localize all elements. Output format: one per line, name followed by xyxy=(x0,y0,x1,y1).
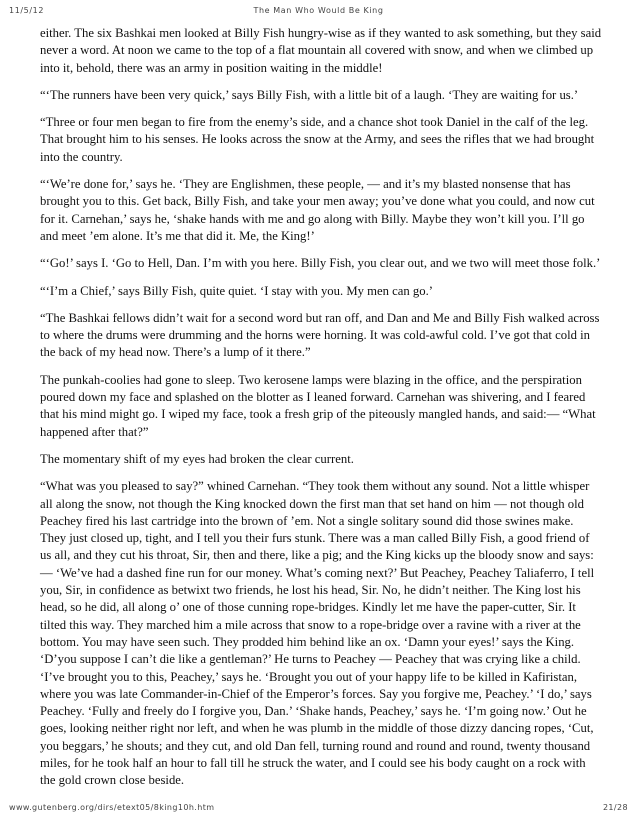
paragraph: The momentary shift of my eyes had broken the clear current. xyxy=(40,451,354,466)
paragraph: “‘The runners have been very quick,’ says Billy Fish, with a little bit of a laugh. ‘They are waiting for us.’ xyxy=(40,87,579,102)
page-header xyxy=(9,6,628,20)
page-number: 21/28 xyxy=(602,803,628,812)
page-footer xyxy=(9,803,628,817)
paragraph: “What was you pleased to say?” whined Carnehan. “They took them without any sound. Not a little whisper all along the snow, not though the King knocked down the first man that set hand on him — not though old Peachey fired his last cartridge into the brown of ’em. Not a single solitary sound did those swines make. They just closed up, tight, and I tell you their furs stunk. There was a man called Billy Fish, a good friend of us all, and they cut his throat, Sir, then and there, like a pig; and the King kicks up the bloody snow and says:— ‘We’ve had a dashed fine run for our money. What’s coming next?’ But Peachey, Peachey Taliaferro, I tell you, Sir, in confidence as betwixt two friends, he lost his head, Sir. No, he didn’t neither. The King lost his head, so he did, all along o’ one of those cunning rope-bridges. Kindly let me have the paper-cutter, Sir. It tilted this way. They marched him a mile across that snow to a rope-bridge over a ravine with a river at the bottom. You may have seen such. They prodded him behind like an ox. ‘Damn your eyes!’ says the King. ‘D’you suppose I can’t die like a gentleman?’ He turns to Peachey — Peachey that was crying like a child. ‘I’ve brought you to this, Peachey,’ says he. ‘Brought you out of your happy life to be killed in Kafiristan, where you was late Commander-in-Chief of the Emperor’s forces. Say you forgive me, Peachey.’ ‘I do,’ says Peachey. ‘Fully and freely do I forgive you, Dan.’ ‘Shake hands, Peachey,’ says he. ‘I’m going now.’ Out he goes, looking neither right nor left, and when he was plumb in the middle of those dizzy dancing ropes, ‘Cut, you beggars,’ he shouts; and they cut, and old Dan fell, turning round and round and round, twenty thousand miles, for he took half an hour to fall till he struck the water, and I could see his body caught on a rock with the gold crown close beside. xyxy=(40,479,595,788)
print-date: 11/5/12 xyxy=(9,6,45,15)
page-title: The Man Who Would Be King xyxy=(253,6,384,15)
paragraph: “The Bashkai fellows didn’t wait for a second word but ran off, and Dan and Me and Billy Fish walked across to where the drums were drumming and the horns were horning. It was cold-awful cold. I’ve got that cold in the back of my head now. There’s a lump of it there.” xyxy=(40,310,600,360)
paragraph: “‘Go!’ says I. ‘Go to Hell, Dan. I’m with you here. Billy Fish, you clear out, and we two will meet those folk.’ xyxy=(40,256,601,271)
paragraph: “‘We’re done for,’ says he. ‘They are Englishmen, these people, — and it’s my blasted nonsense that has brought you to this. Get back, Billy Fish, and take your men away; you’ve done what you could, and now cut for it. Carnehan,’ says he, ‘shake hands with me and go along with Billy. Maybe they won’t kill you. I’ll go and meet ’em alone. It’s me that did it. Me, the King!’ xyxy=(40,177,595,243)
paragraph: The punkah-coolies had gone to sleep. Two kerosene lamps were blazing in the office, and the perspiration poured down my face and splashed on the blotter as I leaned forward. Carnehan was shivering, and I feared that his mind might go. I wiped my face, took a fresh grip of the piteously mangled hands, and said:— “What happened after that?” xyxy=(40,372,596,439)
paragraph: either. The six Bashkai men looked at Billy Fish hungry-wise as if they wanted to ask something, but they said never a word. At noon we came to the top of a flat mountain all covered with snow, and when we climbed up into it, behold, there was an army in position waiting in the middle! xyxy=(40,26,602,75)
paragraph: “Three or four men began to fire from the enemy’s side, and a chance shot took Daniel in the calf of the leg. That brought him to his senses. He looks across the snow at the Army, and sees the rifles that we had brought into the country. xyxy=(40,115,595,164)
story-text xyxy=(40,25,602,790)
source-url: www.gutenberg.org/dirs/etext05/8king10h.htm xyxy=(9,803,215,812)
paragraph: “‘I’m a Chief,’ says Billy Fish, quite quiet. ‘I stay with you. My men can go.’ xyxy=(40,283,434,298)
